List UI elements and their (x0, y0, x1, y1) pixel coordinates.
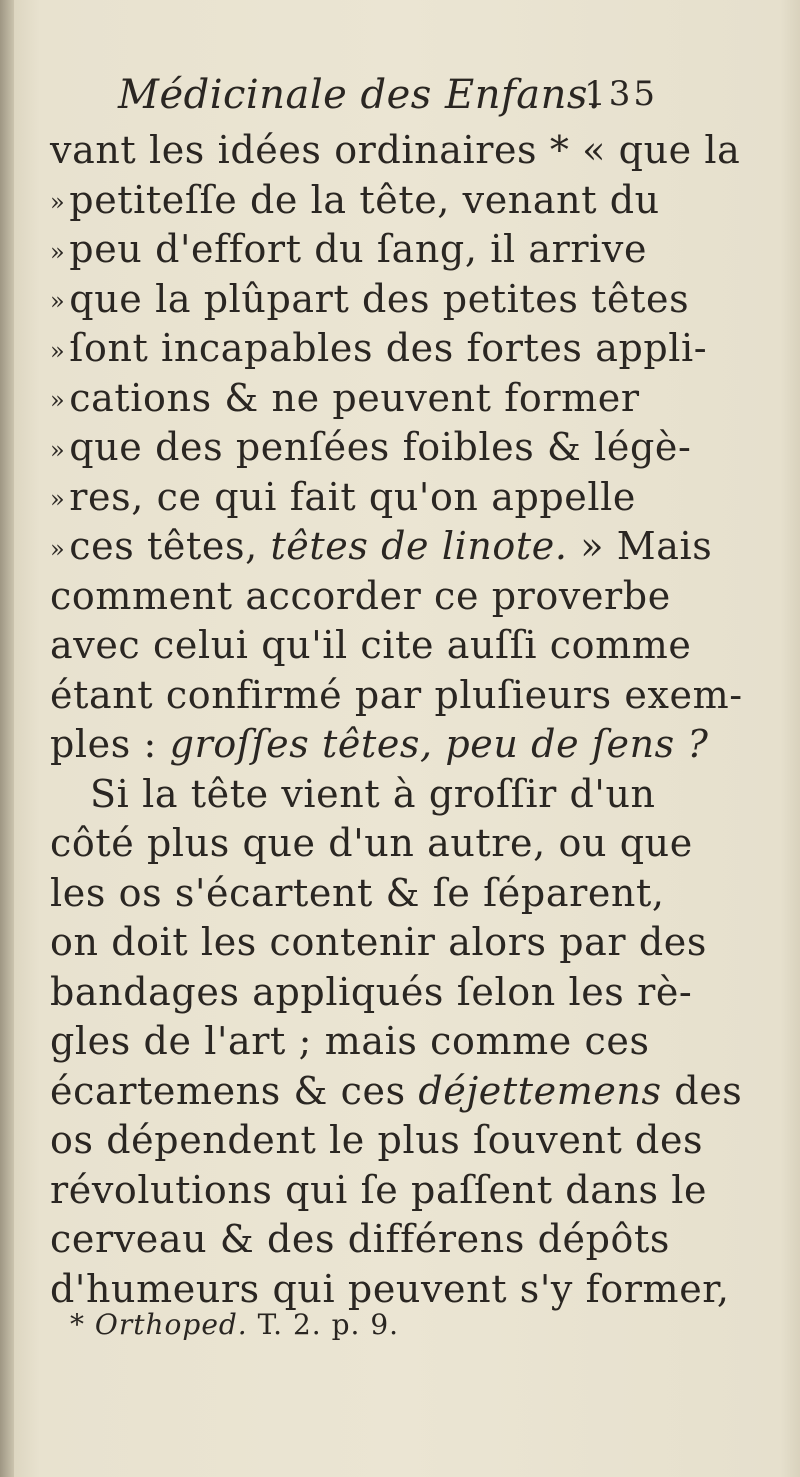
text-line: » ces têtes, têtes de linote. » Mais (50, 524, 713, 568)
text-line: ples : groſſes têtes, peu de ſens ? (50, 722, 709, 766)
running-title: Médicinale des Enfans. (118, 72, 602, 118)
text-line: » que la plûpart des petites têtes (50, 276, 690, 321)
footnote-mark: * (70, 1308, 85, 1341)
text-line: » petiteſſe de la tête, venant du (50, 177, 660, 222)
quote-mark: » (50, 287, 66, 316)
text-line: d'humeurs qui peuvent s'y former, (50, 1266, 730, 1311)
text-line: révolutions qui ſe paſſent dans le (50, 1167, 708, 1212)
text-line: vant les idées ordinaires * « que la (50, 128, 741, 172)
text-line: os dépendent le plus ſouvent des (50, 1118, 704, 1162)
text-line: comment accorder ce proverbe (50, 573, 671, 618)
text-line: on doit les contenir alors par des (50, 920, 707, 964)
italic-phrase: groſſes têtes, peu de ſens ? (169, 722, 709, 766)
quote-mark: » (50, 188, 66, 217)
text-line: avec celui qu'il cite auſſi comme (50, 623, 692, 667)
text-line: bandages appliqués ſelon les rè- (50, 969, 693, 1014)
footnote-source: Orthoped. (94, 1308, 248, 1341)
text-line: étant confirmé par pluſieurs exem- (50, 672, 743, 717)
text-line: » peu d'effort du ſang, il arrive (50, 227, 648, 271)
footnote-reference: T. 2. p. 9. (257, 1308, 400, 1341)
text-line: côté plus que d'un autre, ou que (50, 821, 693, 865)
text-line: cerveau & des différens dépôts (50, 1217, 670, 1261)
quote-mark: » (50, 485, 66, 514)
quote-mark: » (50, 336, 66, 365)
text-line: les os s'écartent & ſe ſéparent, (50, 870, 665, 915)
text-line: » res, ce qui fait qu'on appelle (50, 474, 636, 519)
page-number: 135 (584, 74, 658, 114)
body-text (50, 126, 743, 1314)
quote-mark: » (50, 534, 66, 563)
quote-mark: » (50, 386, 66, 415)
page-header (118, 72, 658, 132)
text-line: » ſont incapables des fortes appli- (50, 326, 708, 370)
text-line: gles de l'art ; mais comme ces (50, 1019, 650, 1063)
italic-phrase: déjettemens (418, 1068, 662, 1113)
book-spine-shadow (0, 0, 14, 1477)
text-line: écartemens & ces déjettemens des (50, 1068, 743, 1113)
quote-mark: » (50, 237, 66, 266)
text-line: » cations & ne peuvent former (50, 375, 640, 420)
footnote (70, 1308, 399, 1341)
italic-phrase: têtes de linote. (270, 524, 568, 568)
quote-mark: » (50, 435, 66, 464)
paragraph-start: Si la tête vient à groſſir d'un (90, 771, 656, 816)
text-line: » que des penſées foibles & légè- (50, 425, 692, 469)
